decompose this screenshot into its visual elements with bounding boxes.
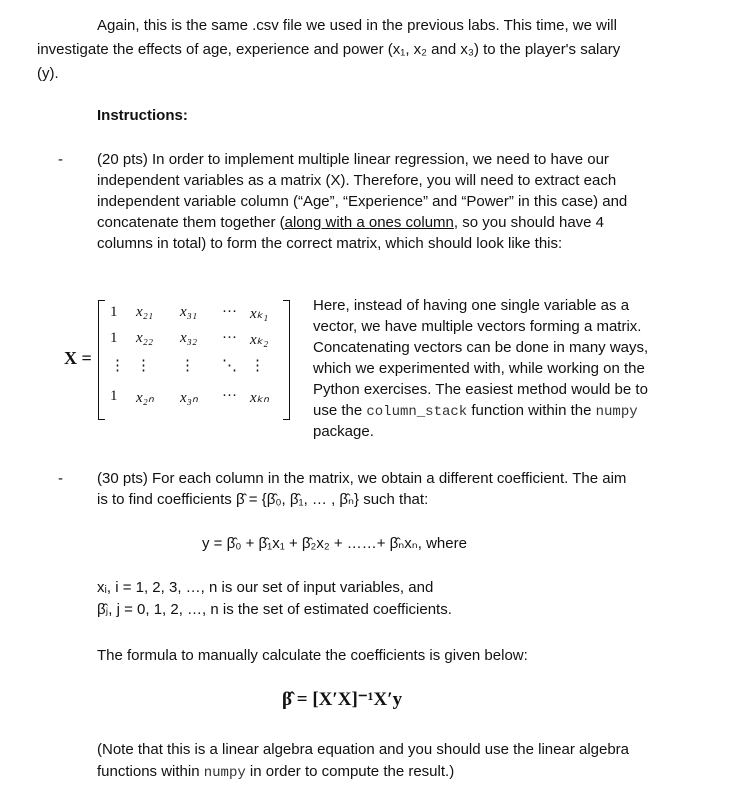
bullet-1: - (58, 151, 63, 168)
matrix-cell: ⋮ (110, 358, 125, 374)
instructions-heading: Instructions: (97, 107, 188, 124)
matrix-cell: ⋮ (180, 358, 195, 374)
item1-line-4-post: , so you should have 4 (453, 214, 605, 231)
note-line-2-pre: functions within (97, 763, 204, 780)
note-line-2 (97, 762, 454, 783)
definition-x: xᵢ, i = 1, 2, 3, …, n is our set of input variables, and (97, 579, 434, 596)
code-numpy: numpy (595, 404, 638, 420)
code-column-stack: column_stack (366, 404, 468, 420)
intro-line-2: investigate the effects of age, experience and power (x₁, x₂ and x₃) to the player's salary (37, 41, 621, 58)
regression-equation: y = β̂₀ + β̂₁x₁ + β̂₂x₂ + ……+ β̂ₙxₙ, where (202, 535, 467, 552)
item1-line-3: independent variable column (“Age”, “Experience” and “Power” in this case) and (97, 193, 628, 210)
matrix-cell: x₃ₙ (180, 390, 198, 406)
formula-intro: The formula to manually calculate the coefficients is given below: (97, 647, 528, 664)
matrix-cell: ··· (222, 388, 237, 404)
normal-equation-formula: β̂ = [X′X]⁻¹X′y (282, 689, 403, 710)
bullet-2: - (58, 470, 63, 487)
matrix-cell: xₖ₂ (250, 332, 269, 348)
definition-beta: β̂ⱼ, j = 0, 1, 2, …, n is the set of estimated coefficients. (97, 601, 452, 618)
matrix-note-line-7: package. (313, 423, 374, 440)
intro-line-3: (y). (37, 65, 59, 82)
item2-line-2: is to find coefficients β̂ = {β̂₀, β̂₁, … , β̂ₙ} such that: (97, 491, 429, 508)
matrix-note-line-2: vector, we have multiple vectors forming a matrix. (313, 318, 642, 335)
matrix-label: X = (64, 348, 92, 368)
item1-line-2: independent variables as a matrix (X). Therefore, you will need to extract each (97, 172, 617, 189)
note-line-2-post: in order to compute the result.) (245, 763, 455, 780)
matrix-cell: x₂₁ (136, 304, 154, 320)
matrix-cell: x₃₁ (180, 304, 198, 320)
matrix-note-line-6 (313, 401, 638, 422)
matrix-cell: ⋮ (136, 358, 151, 374)
matrix-note-line-3: Concatenating vectors can be done in many ways, (313, 339, 649, 356)
matrix-cell: x₂₂ (136, 330, 154, 346)
matrix-cell: ⋱ (222, 358, 237, 374)
matrix-right-bracket (283, 300, 290, 420)
matrix-left-bracket (98, 300, 105, 420)
matrix-note-line-6-mid: function within the (467, 402, 596, 419)
matrix-cell: ⋮ (250, 358, 265, 374)
matrix-cell: ··· (222, 304, 237, 320)
matrix-cell: xₖₙ (250, 390, 270, 406)
code-numpy-2: numpy (203, 765, 246, 781)
matrix-cell: 1 (110, 330, 118, 346)
item1-line-4 (97, 213, 604, 233)
matrix-note-line-4: which we experimented with, while working on the (313, 360, 645, 377)
note-line-1: (Note that this is a linear algebra equation and you should use the linear algebra (97, 741, 630, 758)
matrix-note-line-5: Python exercises. The easiest method would be to (313, 381, 648, 398)
matrix-cell: x₂ₙ (136, 390, 154, 406)
matrix-cell: xₖ₁ (250, 306, 269, 322)
matrix-cell: x₃₂ (180, 330, 198, 346)
ones-column-underlined: along with a ones column (284, 214, 454, 231)
matrix-cell: 1 (110, 388, 118, 404)
item1-line-1: (20 pts) In order to implement multiple linear regression, we need to have our (97, 151, 609, 168)
matrix-cell: 1 (110, 304, 118, 320)
item2-line-1: (30 pts) For each column in the matrix, we obtain a different coefficient. The aim (97, 470, 627, 487)
matrix-note-line-6-pre: use the (313, 402, 367, 419)
intro-line-1: Again, this is the same .csv file we used in the previous labs. This time, we will (97, 17, 617, 34)
matrix-note-line-1: Here, instead of having one single variable as a (313, 297, 630, 314)
item1-line-4-pre: concatenate them together ( (97, 214, 285, 231)
item1-line-5: columns in total) to form the correct matrix, which should look like this: (97, 235, 563, 252)
matrix-cell: ··· (222, 330, 237, 346)
